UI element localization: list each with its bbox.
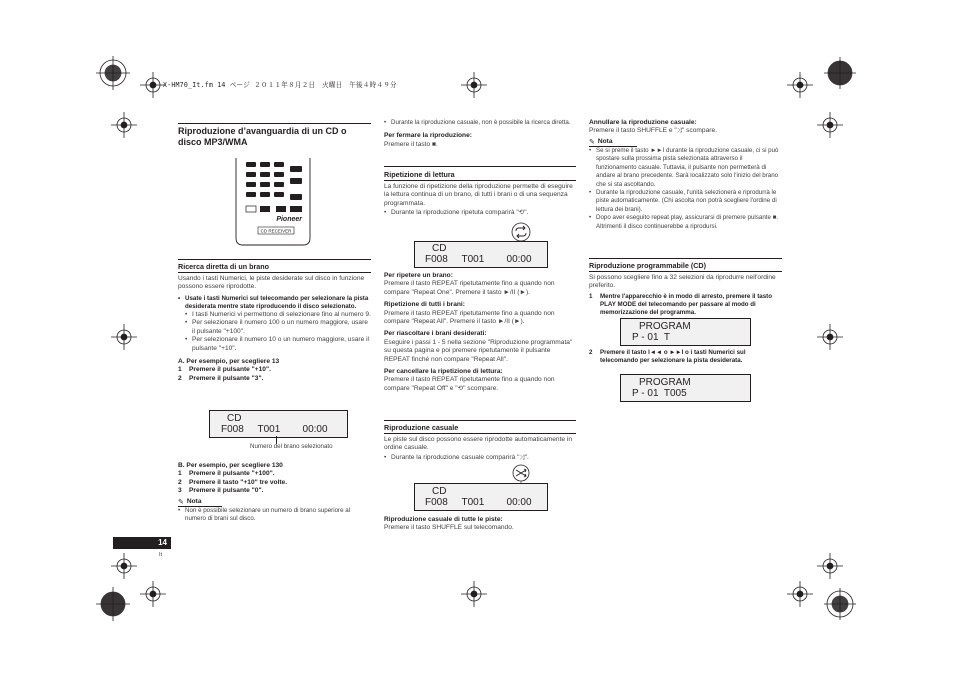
underline — [178, 272, 371, 273]
programmabile-section — [589, 261, 782, 318]
body-text: Premere il tasto REPEAT ripetutamente fino a quando non compare "Repeat All". Premere il tasto ►/II (►). — [384, 309, 555, 326]
lcd-display — [414, 241, 548, 268]
lcd-display — [620, 318, 751, 346]
body-text: Eseguire i passi 1 - 5 nella sezione "Riproduzione programmata" su questa pagina e poi premere ripetutamente il pulsante REPEAT finché non compare "Repeat All". — [384, 338, 573, 363]
list-item: • Per selezionare il numero 10 o un numero maggiore, usare il pulsante "+10". — [185, 336, 371, 353]
list-item: • Durante la riproduzione casuale comparirà "⤨". — [384, 454, 576, 462]
ripetizione-details — [384, 272, 576, 393]
subheading: Per riascoltare i brani desiderati: — [384, 330, 487, 338]
subheading: Per fermare la riproduzione: — [384, 132, 472, 140]
intro-text: Si possono scegliere fino a 32 selezioni da riprodurre nell'ordine preferito. — [589, 273, 776, 290]
intro-text: Le piste sul disco possono essere riprodotte automaticamente in ordine casuale. — [384, 435, 573, 452]
divider — [384, 420, 576, 421]
intro-text: La funzione di ripetizione della riproduzione permette di eseguire la lettura continua di un brano, di tutti i brani o di una sequenza programmata. — [384, 182, 573, 207]
page-lang: It — [159, 552, 163, 558]
ricerca-section — [178, 262, 371, 383]
lcd-display — [209, 410, 348, 438]
lcd-display — [414, 483, 548, 511]
nota-item: • Durante la riproduzione casuale, l'unità selezionerà e riprodurrà le piste automaticamente. (Chi ascolta non potrà scegliere l'ordine di lettura dei brani). — [589, 189, 782, 214]
subheading: Riproduzione casuale di tutte le piste: — [384, 516, 503, 523]
lcd-line1: CD — [227, 413, 242, 424]
underline — [384, 180, 576, 181]
section-heading: Ripetizione di lettura — [384, 170, 455, 179]
nota-label: Nota — [597, 137, 613, 145]
note-pencil-icon: ✎ — [589, 139, 595, 147]
example-heading: A. Per esempio, per scegliere 13 — [178, 358, 280, 366]
section-heading: Riproduzione casuale — [384, 423, 459, 432]
lcd-display — [620, 374, 751, 402]
lcd-line2: P - 01 T — [632, 332, 670, 343]
list-item: 1 Premere il pulsante "+10". — [178, 366, 271, 374]
lcd-line1: CD — [432, 486, 447, 497]
divider — [589, 258, 782, 259]
lcd-line2: P - 01 T005 — [632, 388, 687, 399]
casuale-section — [384, 423, 576, 462]
ripetizione-section — [384, 170, 576, 217]
file-header: X-HM70_It.fm 14 ページ ２０１１年８月２日 火曜日 午後４時４９分 — [163, 81, 397, 89]
column-right — [589, 119, 782, 231]
column-middle — [384, 119, 576, 149]
body-text: Premere il tasto ■. — [384, 140, 438, 148]
subheading: Per cancellare la ripetizione di lettura: — [384, 368, 503, 376]
body-text: Premere il tasto REPEAT ripetutamente fino a quando non compare "Repeat One". Premere il tasto ►/II (►). — [384, 280, 555, 296]
list-item: 2 Premere il tasto "+10" tre volte. — [178, 478, 288, 486]
list-item: 2 Premere il pulsante "3". — [178, 374, 264, 382]
crosshair-mark — [96, 56, 130, 90]
list-item: 3 Premere il pulsante "0". — [178, 487, 264, 495]
body-text: Premere il tasto SHUFFLE sul telecomando. — [384, 524, 514, 532]
divider — [384, 166, 576, 167]
subheading: Ripetizione di tutti i brani: — [384, 301, 465, 309]
nota-header — [589, 138, 782, 146]
lcd-line1: PROGRAM — [639, 377, 691, 388]
underline — [589, 271, 782, 272]
list-item: 2 Premere il tasto I◄◄ o ►►I o i tasti Numerici sul telecomando per selezionare la pista desiderata. — [589, 349, 746, 365]
programmabile-step2 — [589, 349, 782, 366]
divider — [178, 123, 371, 124]
lcd-line2: F008 T001 00:00 — [221, 424, 328, 435]
column-left — [178, 126, 371, 148]
nota-label: Nota — [186, 497, 202, 505]
section-heading: Ricerca diretta di un brano — [178, 262, 270, 271]
note-pencil-icon: ✎ — [178, 498, 184, 506]
list-item: 1 Mentre l'apparecchio è in modo di arresto, premere il tasto PLAY MODE del telecomando per passare al modo di memorizzazione del programma. — [589, 292, 773, 317]
underline — [384, 433, 576, 434]
nota-item: • Dopo aver eseguito repeat play, assicurarsi di premere pulsante ■. Altrimenti il disco continuerebbe a riprodursi. — [589, 214, 782, 231]
example-heading: B. Per esempio, per scegliere 130 — [178, 462, 283, 469]
nota-header — [178, 498, 371, 506]
list-item: • Per selezionare il numero 100 o un numero maggiore, usare il pulsante "+100". — [185, 319, 371, 336]
list-item: 1 Premere il pulsante "+100". — [178, 470, 275, 478]
lcd-line1: PROGRAM — [639, 321, 691, 332]
subheading: Per ripetere un brano: — [384, 272, 453, 279]
step-bold: • Usate i tasti Numerici sul telecomando per selezionare la pista desiderata mentre state riproducendo il disco selezionato. — [178, 295, 371, 311]
remote-control-illustration — [234, 158, 312, 246]
example-b — [178, 462, 371, 523]
lcd-line2: F008 T001 00:00 — [425, 254, 532, 265]
list-item: • Durante la riproduzione casuale, non è possibile la ricerca diretta. — [384, 119, 576, 127]
lcd-line2: F008 T001 00:00 — [425, 497, 532, 508]
page-number: 14 — [113, 537, 171, 549]
lcd-line1: CD — [432, 243, 447, 254]
section-heading: Riproduzione programmabile (CD) — [589, 261, 707, 270]
body-text: Premere il tasto REPEAT ripetutamente fino a quando non compare "Repeat Off" e "⟲" scompare. — [384, 376, 555, 392]
subheading: Annullare la riproduzione casuale: — [589, 119, 697, 126]
divider — [178, 259, 371, 260]
section-title: Riproduzione d’avanguardia di un CD o disco MP3/WMA — [178, 126, 347, 147]
intro-text: Usando i tasti Numerici, le piste desiderate sul disco in funzione possono essere riprodotte. — [178, 274, 365, 291]
nota-item: • Non è possibile selezionare un numero di brano superiore al numero di brani sul disco. — [178, 507, 371, 523]
lcd-caption: Numero del brano selezionato — [250, 443, 333, 450]
list-item: • Durante la riproduzione ripetuta comparirà "⟲". — [384, 209, 576, 217]
list-item: • I tasti Numerici vi permettono di selezionare fino al numero 9. — [185, 311, 371, 319]
nota-item: • Se si preme il tasto ►►I durante la riproduzione casuale, ci si può spostare sulla prossima pista selezionata attraverso il funzionamento casuale. Tuttavia, il pulsante non permetterà di andare al brano precedente. Sarà localizzato solo l'inizio del brano che si sta ascoltando. — [589, 147, 782, 189]
pioneer-logo: Pioneer — [276, 216, 302, 223]
casuale-tutte — [384, 516, 576, 533]
remote-model-label: CD RECEIVER — [260, 228, 292, 234]
body-text: Premere il tasto SHUFFLE e "⤨" scompare. — [589, 127, 717, 135]
